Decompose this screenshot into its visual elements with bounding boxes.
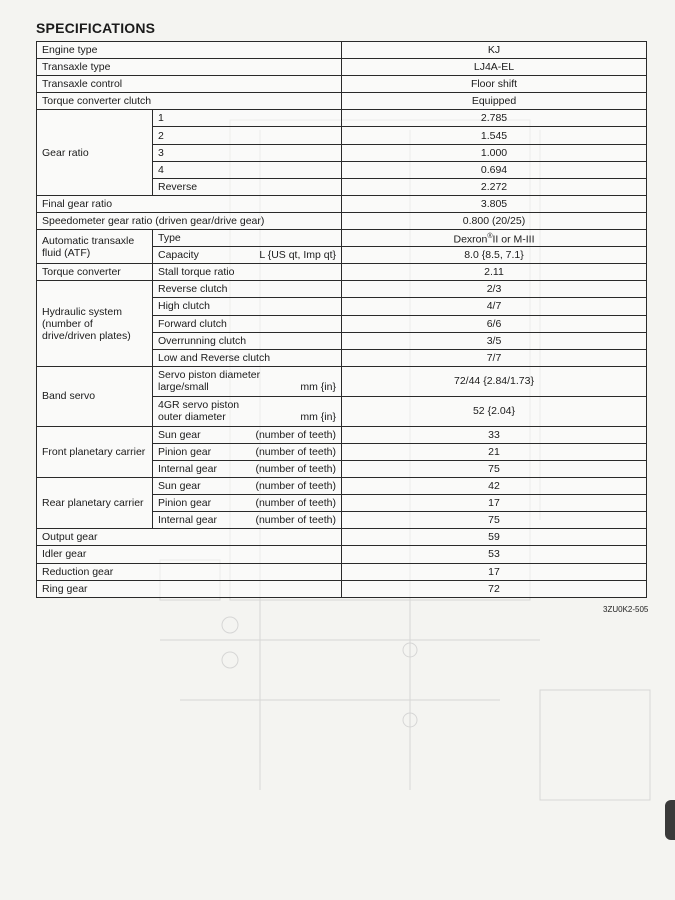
group-label-gear-ratio: Gear ratio	[37, 110, 153, 195]
table-row	[37, 42, 647, 59]
group-label-atf: Automatic transaxle fluid (ATF)	[37, 230, 153, 264]
sub-label: 3	[153, 144, 342, 161]
sub-label: Overrunning clutch	[153, 332, 342, 349]
atf-type-post: II or M-III	[492, 233, 535, 246]
row-value: 33	[342, 426, 647, 443]
sub-label: High clutch	[153, 298, 342, 315]
row-label: Speedometer gear ratio (driven gear/drive gear)	[37, 212, 342, 229]
sub-label	[153, 495, 342, 512]
table-row	[37, 478, 647, 495]
servo2-line2: outer diameter	[158, 411, 226, 424]
row-label: Final gear ratio	[37, 195, 342, 212]
row-label: Torque converter clutch	[37, 93, 342, 110]
table-row	[37, 110, 647, 127]
row-value: 4/7	[342, 298, 647, 315]
table-row	[37, 93, 647, 110]
row-label: Output gear	[37, 529, 342, 546]
row-value: 2.272	[342, 178, 647, 195]
gear-name: Internal gear	[158, 463, 217, 476]
group-label-front-planetary: Front planetary carrier	[37, 426, 153, 477]
sub-label	[153, 366, 342, 396]
sub-label: Stall torque ratio	[153, 264, 342, 281]
sub-label: Reverse clutch	[153, 281, 342, 298]
table-row	[37, 529, 647, 546]
sub-label: 2	[153, 127, 342, 144]
table-row	[37, 230, 647, 247]
row-value: 42	[342, 478, 647, 495]
sub-label: Low and Reverse clutch	[153, 349, 342, 366]
table-row	[37, 76, 647, 93]
row-value: 3.805	[342, 195, 647, 212]
table-row	[37, 195, 647, 212]
gear-name: Internal gear	[158, 514, 217, 527]
row-value: 75	[342, 512, 647, 529]
sub-label	[153, 247, 342, 264]
row-value: 3/5	[342, 332, 647, 349]
row-value: 6/6	[342, 315, 647, 332]
gear-unit: (number of teeth)	[255, 514, 336, 527]
table-row	[37, 580, 647, 597]
gear-name: Sun gear	[158, 480, 201, 493]
sub-label: Type	[153, 230, 342, 247]
table-row	[37, 59, 647, 76]
row-value: 17	[342, 495, 647, 512]
capacity-unit: L {US qt, Imp qt}	[259, 249, 336, 262]
sub-label: Forward clutch	[153, 315, 342, 332]
group-label-hydraulic: Hydraulic system (number of drive/driven plates)	[37, 281, 153, 366]
servo2-line1: 4GR servo piston	[158, 399, 240, 412]
gear-name: Pinion gear	[158, 445, 212, 458]
gear-unit: (number of teeth)	[255, 497, 336, 510]
table-row	[37, 366, 647, 396]
table-row	[37, 264, 647, 281]
page-edge-tab	[665, 800, 675, 840]
table-row	[37, 281, 647, 298]
row-value: 72/44 {2.84/1.73}	[342, 366, 647, 396]
sub-label	[153, 443, 342, 460]
gear-unit: (number of teeth)	[255, 445, 336, 458]
row-value: 2/3	[342, 281, 647, 298]
row-value: 75	[342, 460, 647, 477]
row-value: 53	[342, 546, 647, 563]
row-value: 0.694	[342, 161, 647, 178]
gear-name: Sun gear	[158, 428, 201, 441]
sub-label	[153, 396, 342, 426]
table-row	[37, 212, 647, 229]
row-label: Transaxle control	[37, 76, 342, 93]
sub-label: Reverse	[153, 178, 342, 195]
figure-code: 3ZU0K2-505	[603, 605, 649, 614]
row-value: LJ4A-EL	[342, 59, 647, 76]
sub-label	[153, 460, 342, 477]
row-value: 1.545	[342, 127, 647, 144]
group-label-band-servo: Band servo	[37, 366, 153, 426]
row-value: 8.0 {8.5, 7.1}	[342, 247, 647, 264]
row-label: Torque converter	[37, 264, 153, 281]
gear-unit: (number of teeth)	[255, 480, 336, 493]
capacity-label: Capacity	[158, 249, 199, 262]
table-row	[37, 546, 647, 563]
registered-mark: ®	[487, 232, 493, 240]
row-value: 1.000	[342, 144, 647, 161]
row-label: Idler gear	[37, 546, 342, 563]
row-value: 17	[342, 563, 647, 580]
sub-label	[153, 512, 342, 529]
row-value: Floor shift	[342, 76, 647, 93]
row-label: Transaxle type	[37, 59, 342, 76]
sub-label: 1	[153, 110, 342, 127]
row-value: 21	[342, 443, 647, 460]
row-value: 52 {2.04}	[342, 396, 647, 426]
gear-unit: (number of teeth)	[255, 428, 336, 441]
atf-type-pre: Dexron	[453, 233, 488, 246]
gear-unit: (number of teeth)	[255, 463, 336, 476]
row-label: Reduction gear	[37, 563, 342, 580]
row-value	[342, 230, 647, 247]
servo1-line1: Servo piston diameter	[158, 369, 261, 382]
gear-name: Pinion gear	[158, 497, 212, 510]
row-value: 2.11	[342, 264, 647, 281]
sub-label	[153, 426, 342, 443]
sub-label: 4	[153, 161, 342, 178]
row-value: 72	[342, 580, 647, 597]
group-label-rear-planetary: Rear planetary carrier	[37, 478, 153, 529]
table-row	[37, 426, 647, 443]
specifications-table	[36, 41, 647, 598]
servo2-unit: mm {in}	[300, 411, 336, 424]
row-label: Engine type	[37, 42, 342, 59]
sub-label	[153, 478, 342, 495]
row-value: 59	[342, 529, 647, 546]
page-title: SPECIFICATIONS	[36, 20, 156, 36]
row-value: 7/7	[342, 349, 647, 366]
row-label: Ring gear	[37, 580, 342, 597]
servo1-unit: mm {in}	[300, 381, 336, 394]
table-row	[37, 563, 647, 580]
row-value: 2.785	[342, 110, 647, 127]
row-value: 0.800 (20/25)	[342, 212, 647, 229]
row-value: Equipped	[342, 93, 647, 110]
row-value: KJ	[342, 42, 647, 59]
servo1-line2: large/small	[158, 381, 209, 394]
